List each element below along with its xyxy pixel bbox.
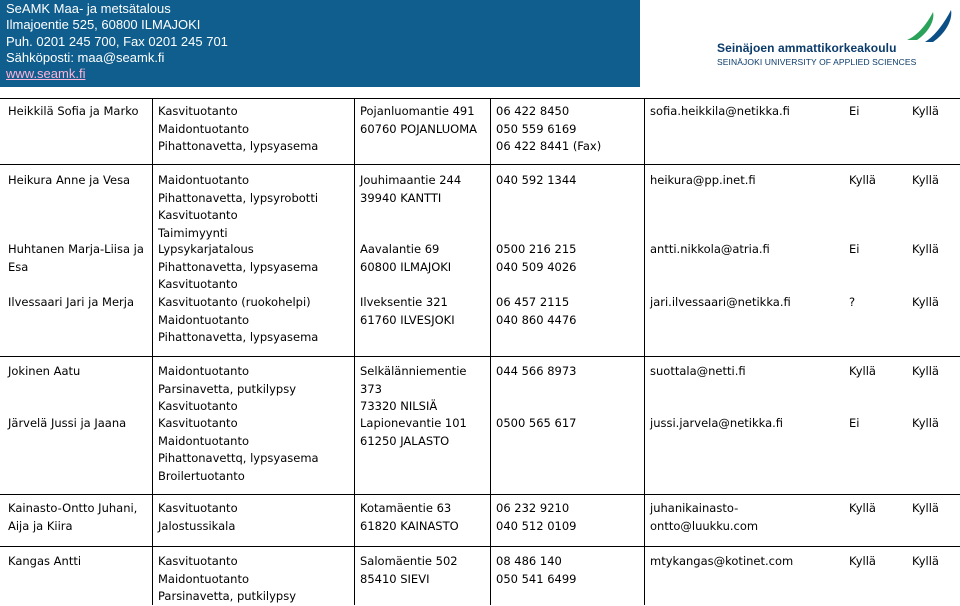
address-line: 61820 KAINASTO bbox=[360, 518, 459, 533]
col1-line: Ei bbox=[849, 242, 860, 256]
address-line: 39940 KANTTI bbox=[360, 190, 442, 205]
cell-address bbox=[360, 500, 459, 535]
col2-line: Kyllä bbox=[912, 295, 939, 309]
cell-phones bbox=[496, 500, 576, 535]
cell-name bbox=[8, 172, 130, 190]
cell-phones bbox=[496, 415, 576, 433]
address-line: 373 bbox=[360, 381, 382, 396]
address-line: Aavalantie 69 bbox=[360, 242, 440, 256]
col2-line: Kyllä bbox=[912, 554, 939, 568]
address-line: 61760 ILVESJOKI bbox=[360, 312, 455, 327]
email-line: jari.ilvessaari@netikka.fi bbox=[650, 295, 791, 309]
address-line: Pojanluomantie 491 bbox=[360, 104, 475, 118]
cell-col2 bbox=[912, 241, 939, 259]
cell-email[interactable] bbox=[650, 415, 783, 433]
cell-email[interactable] bbox=[650, 241, 770, 259]
cell-name bbox=[8, 500, 137, 535]
activities-line: Kasvituotanto bbox=[158, 399, 238, 413]
email-line: mtykangas@kotinet.com bbox=[650, 554, 794, 568]
phones-line: 06 422 8441 (Fax) bbox=[496, 139, 602, 153]
cell-phones bbox=[496, 172, 576, 190]
cell-phones bbox=[496, 294, 576, 329]
org-address: Ilmajoentie 525, 60800 ILMAJOKI bbox=[6, 17, 201, 33]
cell-phones bbox=[496, 103, 601, 156]
address-line: 73320 NILSIÄ bbox=[360, 399, 438, 413]
cell-phones bbox=[496, 553, 576, 588]
cell-col1 bbox=[849, 415, 859, 433]
column-divider bbox=[152, 98, 153, 605]
name-line: Kainasto-Ontto Juhani, bbox=[8, 501, 138, 515]
phones-line: 06 457 2115 bbox=[496, 295, 570, 309]
cell-address bbox=[360, 415, 467, 450]
email-line: ontto@luukku.com bbox=[650, 518, 759, 533]
activities-line: Maidontuotanto bbox=[158, 312, 250, 327]
name-line: Huhtanen Marja-Liisa ja bbox=[8, 242, 144, 256]
email-line: heikura@pp.inet.fi bbox=[650, 173, 756, 187]
activities-line: Kasvituotanto bbox=[158, 104, 238, 118]
address-line: Selkälänniementie bbox=[360, 364, 467, 378]
cell-col1 bbox=[849, 500, 876, 518]
name-line: Järvelä Jussi ja Jaana bbox=[8, 416, 127, 430]
org-email: Sähköposti: maa@seamk.fi bbox=[6, 49, 165, 65]
col1-line: Kyllä bbox=[849, 364, 876, 378]
row-divider bbox=[0, 546, 960, 547]
phones-line: 0500 216 215 bbox=[496, 242, 577, 256]
address-line: 61250 JALASTO bbox=[360, 433, 450, 448]
name-line: Heikura Anne ja Vesa bbox=[8, 173, 131, 187]
phones-line: 06 232 9210 bbox=[496, 501, 570, 515]
phones-line: 050 541 6499 bbox=[496, 571, 577, 586]
address-line: 60800 ILMAJOKI bbox=[360, 259, 452, 274]
org-name: SeAMK Maa- ja metsätalous bbox=[6, 1, 171, 16]
col2-line: Kyllä bbox=[912, 364, 939, 378]
cell-address bbox=[360, 103, 477, 138]
contact-block bbox=[6, 1, 228, 82]
name-line: Jokinen Aatu bbox=[8, 364, 81, 378]
activities-line: Maidontuotanto bbox=[158, 364, 250, 378]
cell-col2 bbox=[912, 500, 939, 518]
cell-col2 bbox=[912, 172, 939, 190]
activities-line: Maidontuotanto bbox=[158, 173, 250, 187]
email-line: suottala@netti.fi bbox=[650, 364, 746, 378]
activities-line: Jalostussikala bbox=[158, 518, 236, 533]
cell-email[interactable] bbox=[650, 294, 791, 312]
activities-line: Maidontuotanto bbox=[158, 121, 250, 136]
address-line: Ilveksentie 321 bbox=[360, 295, 448, 309]
cell-phones bbox=[496, 363, 576, 381]
cell-name bbox=[8, 103, 139, 121]
name-line: Ilvessaari Jari ja Merja bbox=[8, 295, 135, 309]
address-line: Salomäentie 502 bbox=[360, 554, 458, 568]
cell-name bbox=[8, 294, 134, 312]
activities-line: Pihattonavettq, lypsyasema bbox=[158, 451, 319, 465]
name-line: Kangas Antti bbox=[8, 554, 82, 568]
cell-activities bbox=[158, 103, 318, 156]
cell-col2 bbox=[912, 415, 939, 433]
cell-address bbox=[360, 363, 467, 416]
activities-line: Kasvituotanto (ruokohelpi) bbox=[158, 295, 311, 309]
cell-activities bbox=[158, 241, 318, 294]
col1-line: ? bbox=[849, 295, 856, 309]
activities-line: Parsinavetta, putkilypsy bbox=[158, 589, 297, 603]
col2-line: Kyllä bbox=[912, 242, 939, 256]
email-line: juhanikainasto- bbox=[650, 501, 739, 515]
col1-line: Ei bbox=[849, 416, 860, 430]
name-line: Esa bbox=[8, 259, 29, 274]
cell-email[interactable] bbox=[650, 363, 746, 381]
address-line: 85410 SIEVI bbox=[360, 571, 430, 586]
cell-col2 bbox=[912, 363, 939, 381]
col2-line: Kyllä bbox=[912, 173, 939, 187]
cell-name bbox=[8, 241, 144, 276]
col1-line: Ei bbox=[849, 104, 860, 118]
cell-name bbox=[8, 553, 81, 571]
phones-line: 06 422 8450 bbox=[496, 104, 570, 118]
activities-line: Parsinavetta, putkilypsy bbox=[158, 381, 297, 396]
row-divider bbox=[0, 494, 960, 495]
activities-line: Kasvituotanto bbox=[158, 277, 238, 291]
phones-line: 040 509 4026 bbox=[496, 259, 577, 274]
org-phone: Puh. 0201 245 700, Fax 0201 245 701 bbox=[6, 33, 228, 49]
cell-activities bbox=[158, 172, 318, 242]
cell-name bbox=[8, 363, 80, 381]
activities-line: Taimimyynti bbox=[158, 225, 228, 240]
activities-line: Kasvituotanto bbox=[158, 208, 238, 222]
activities-line: Kasvituotanto bbox=[158, 501, 238, 515]
col2-line: Kyllä bbox=[912, 501, 939, 515]
phones-line: 050 559 6169 bbox=[496, 121, 577, 136]
name-line: Aija ja Kiira bbox=[8, 518, 73, 533]
address-line: 60760 POJANLUOMA bbox=[360, 121, 477, 136]
row-divider bbox=[0, 356, 960, 357]
cell-col1 bbox=[849, 553, 876, 571]
phones-line: 040 592 1344 bbox=[496, 173, 577, 187]
cell-activities bbox=[158, 294, 318, 347]
phones-line: 040 512 0109 bbox=[496, 518, 577, 533]
cell-col1 bbox=[849, 172, 876, 190]
activities-line: Broilertuotanto bbox=[158, 468, 245, 483]
cell-address bbox=[360, 172, 461, 207]
cell-col2 bbox=[912, 103, 939, 121]
cell-col2 bbox=[912, 294, 939, 312]
address-line: Jouhimaantie 244 bbox=[360, 173, 462, 187]
cell-col2 bbox=[912, 553, 939, 571]
cell-activities bbox=[158, 500, 238, 535]
cell-address bbox=[360, 294, 455, 329]
activities-line: Kasvituotanto bbox=[158, 554, 238, 568]
cell-col1 bbox=[849, 294, 855, 312]
col2-line: Kyllä bbox=[912, 104, 939, 118]
activities-line: Pihattonavetta, lypsyasema bbox=[158, 330, 319, 344]
email-line: jussi.jarvela@netikka.fi bbox=[650, 416, 784, 430]
seamk-logo-icon bbox=[905, 6, 955, 46]
phones-line: 040 860 4476 bbox=[496, 312, 577, 327]
col1-line: Kyllä bbox=[849, 173, 876, 187]
column-divider bbox=[644, 98, 645, 605]
activities-line: Pihattonavetta, lypsyasema bbox=[158, 259, 319, 274]
cell-col1 bbox=[849, 363, 876, 381]
activities-line: Maidontuotanto bbox=[158, 433, 250, 448]
logo-subtitle: SEINÄJOKI UNIVERSITY OF APPLIED SCIENCES bbox=[717, 57, 917, 67]
col2-line: Kyllä bbox=[912, 416, 939, 430]
cell-activities bbox=[158, 553, 296, 606]
row-divider bbox=[0, 164, 960, 165]
cell-col1 bbox=[849, 241, 859, 259]
phones-line: 044 566 8973 bbox=[496, 364, 577, 378]
phones-line: 08 486 140 bbox=[496, 554, 562, 568]
row-divider bbox=[0, 98, 960, 99]
cell-phones bbox=[496, 241, 576, 276]
cell-email[interactable] bbox=[650, 103, 790, 121]
cell-col1 bbox=[849, 103, 859, 121]
cell-email[interactable] bbox=[650, 500, 758, 535]
col1-line: Kyllä bbox=[849, 501, 876, 515]
org-website-link[interactable]: www.seamk.fi bbox=[6, 66, 86, 82]
logo-name: Seinäjoen ammattikorkeakoulu bbox=[717, 41, 897, 55]
email-line: sofia.heikkila@netikka.fi bbox=[650, 104, 790, 118]
activities-line: Maidontuotanto bbox=[158, 571, 250, 586]
cell-email[interactable] bbox=[650, 172, 756, 190]
address-line: Lapionevantie 101 bbox=[360, 416, 467, 430]
cell-name bbox=[8, 415, 126, 433]
cell-address bbox=[360, 241, 451, 276]
name-line: Heikkilä Sofia ja Marko bbox=[8, 104, 139, 118]
column-divider bbox=[490, 98, 491, 605]
address-line: Kotamäentie 63 bbox=[360, 501, 452, 515]
column-divider bbox=[354, 98, 355, 605]
activities-line: Pihattonavetta, lypsyasema bbox=[158, 139, 319, 153]
activities-line: Pihattonavetta, lypsyrobotti bbox=[158, 190, 319, 205]
cell-activities bbox=[158, 363, 296, 416]
activities-line: Kasvituotanto bbox=[158, 416, 238, 430]
cell-address bbox=[360, 553, 458, 588]
email-line: antti.nikkola@atria.fi bbox=[650, 242, 770, 256]
activities-line: Lypsykarjatalous bbox=[158, 242, 254, 256]
col1-line: Kyllä bbox=[849, 554, 876, 568]
phones-line: 0500 565 617 bbox=[496, 416, 577, 430]
cell-email[interactable] bbox=[650, 553, 793, 571]
cell-activities bbox=[158, 415, 319, 485]
